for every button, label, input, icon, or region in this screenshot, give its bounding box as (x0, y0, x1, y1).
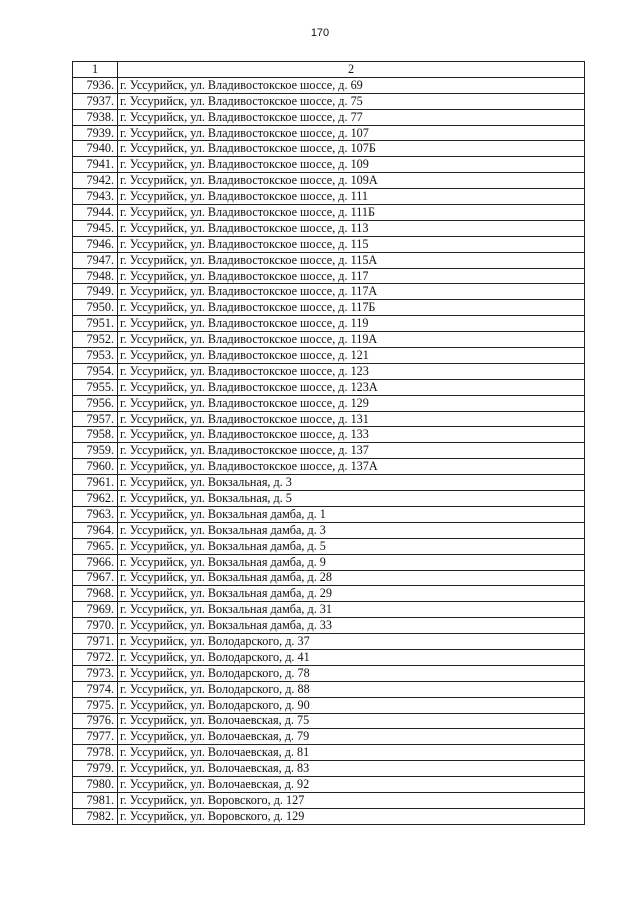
address-cell: г. Уссурийск, ул. Волочаевская, д. 79 (118, 729, 585, 745)
row-number-cell: 7967. (73, 570, 118, 586)
row-number-cell: 7952. (73, 332, 118, 348)
address-cell: г. Уссурийск, ул. Волочаевская, д. 75 (118, 713, 585, 729)
table-row (73, 395, 585, 411)
address-cell: г. Уссурийск, ул. Вокзальная дамба, д. 28 (118, 570, 585, 586)
row-number-cell: 7954. (73, 363, 118, 379)
table-row (73, 77, 585, 93)
row-number-cell: 7979. (73, 761, 118, 777)
table-row (73, 681, 585, 697)
row-number-cell: 7980. (73, 777, 118, 793)
row-number-cell: 7943. (73, 189, 118, 205)
column-header-address: 2 (118, 62, 585, 78)
address-cell: г. Уссурийск, ул. Владивостокское шоссе, д. 131 (118, 411, 585, 427)
table-row (73, 300, 585, 316)
address-cell: г. Уссурийск, ул. Володарского, д. 41 (118, 649, 585, 665)
table-row (73, 586, 585, 602)
address-cell: г. Уссурийск, ул. Владивостокское шоссе, д. 117 (118, 268, 585, 284)
address-cell: г. Уссурийск, ул. Владивостокское шоссе, д. 107Б (118, 141, 585, 157)
table-row (73, 713, 585, 729)
table-row (73, 729, 585, 745)
table-row (73, 252, 585, 268)
row-number-cell: 7965. (73, 538, 118, 554)
row-number-cell: 7953. (73, 348, 118, 364)
row-number-cell: 7968. (73, 586, 118, 602)
table-row (73, 459, 585, 475)
address-cell: г. Уссурийск, ул. Владивостокское шоссе, д. 109А (118, 173, 585, 189)
address-cell: г. Уссурийск, ул. Владивостокское шоссе, д. 121 (118, 348, 585, 364)
row-number-cell: 7951. (73, 316, 118, 332)
row-number-cell: 7972. (73, 649, 118, 665)
table-row (73, 697, 585, 713)
table-row (73, 602, 585, 618)
row-number-cell: 7969. (73, 602, 118, 618)
row-number-cell: 7964. (73, 522, 118, 538)
address-cell: г. Уссурийск, ул. Владивостокское шоссе, д. 123 (118, 363, 585, 379)
table-row (73, 634, 585, 650)
address-cell: г. Уссурийск, ул. Владивостокское шоссе, д. 119А (118, 332, 585, 348)
row-number-cell: 7941. (73, 157, 118, 173)
address-cell: г. Уссурийск, ул. Владивостокское шоссе, д. 113 (118, 220, 585, 236)
address-cell: г. Уссурийск, ул. Владивостокское шоссе, д. 69 (118, 77, 585, 93)
table-row (73, 236, 585, 252)
address-cell: г. Уссурийск, ул. Владивостокское шоссе, д. 115А (118, 252, 585, 268)
row-number-cell: 7977. (73, 729, 118, 745)
row-number-cell: 7974. (73, 681, 118, 697)
row-number-cell: 7978. (73, 745, 118, 761)
table-row (73, 268, 585, 284)
row-number-cell: 7963. (73, 506, 118, 522)
row-number-cell: 7939. (73, 125, 118, 141)
table-row (73, 220, 585, 236)
row-number-cell: 7948. (73, 268, 118, 284)
address-cell: г. Уссурийск, ул. Владивостокское шоссе, д. 77 (118, 109, 585, 125)
address-cell: г. Уссурийск, ул. Владивостокское шоссе, д. 117А (118, 284, 585, 300)
row-number-cell: 7938. (73, 109, 118, 125)
address-cell: г. Уссурийск, ул. Вокзальная дамба, д. 9 (118, 554, 585, 570)
table-row (73, 363, 585, 379)
row-number-cell: 7966. (73, 554, 118, 570)
table-row (73, 141, 585, 157)
address-cell: г. Уссурийск, ул. Вокзальная, д. 3 (118, 475, 585, 491)
table-row (73, 157, 585, 173)
table-row (73, 506, 585, 522)
address-cell: г. Уссурийск, ул. Вокзальная дамба, д. 3 (118, 522, 585, 538)
table-row (73, 792, 585, 808)
table-row (73, 125, 585, 141)
row-number-cell: 7947. (73, 252, 118, 268)
row-number-cell: 7973. (73, 665, 118, 681)
address-cell: г. Уссурийск, ул. Волочаевская, д. 81 (118, 745, 585, 761)
row-number-cell: 7975. (73, 697, 118, 713)
table-row (73, 379, 585, 395)
address-cell: г. Уссурийск, ул. Вокзальная дамба, д. 29 (118, 586, 585, 602)
row-number-cell: 7949. (73, 284, 118, 300)
row-number-cell: 7961. (73, 475, 118, 491)
row-number-cell: 7936. (73, 77, 118, 93)
address-cell: г. Уссурийск, ул. Володарского, д. 90 (118, 697, 585, 713)
address-cell: г. Уссурийск, ул. Володарского, д. 78 (118, 665, 585, 681)
page-number: 170 (310, 27, 330, 39)
address-cell: г. Уссурийск, ул. Владивостокское шоссе, д. 123А (118, 379, 585, 395)
column-header-number: 1 (73, 62, 118, 78)
table-row (73, 411, 585, 427)
table-row (73, 205, 585, 221)
address-cell: г. Уссурийск, ул. Владивостокское шоссе, д. 115 (118, 236, 585, 252)
table-row (73, 475, 585, 491)
address-cell: г. Уссурийск, ул. Владивостокское шоссе, д. 111 (118, 189, 585, 205)
table-body (73, 77, 585, 824)
table-row (73, 777, 585, 793)
table-row (73, 348, 585, 364)
address-cell: г. Уссурийск, ул. Владивостокское шоссе, д. 75 (118, 93, 585, 109)
table-row (73, 808, 585, 824)
address-cell: г. Уссурийск, ул. Володарского, д. 37 (118, 634, 585, 650)
table-row (73, 443, 585, 459)
row-number-cell: 7956. (73, 395, 118, 411)
row-number-cell: 7944. (73, 205, 118, 221)
address-cell: г. Уссурийск, ул. Вокзальная дамба, д. 31 (118, 602, 585, 618)
table-row (73, 522, 585, 538)
row-number-cell: 7942. (73, 173, 118, 189)
row-number-cell: 7971. (73, 634, 118, 650)
table-row (73, 427, 585, 443)
row-number-cell: 7945. (73, 220, 118, 236)
address-cell: г. Уссурийск, ул. Владивостокское шоссе, д. 133 (118, 427, 585, 443)
row-number-cell: 7970. (73, 618, 118, 634)
row-number-cell: 7957. (73, 411, 118, 427)
row-number-cell: 7946. (73, 236, 118, 252)
row-number-cell: 7958. (73, 427, 118, 443)
table-row (73, 649, 585, 665)
address-cell: г. Уссурийск, ул. Волочаевская, д. 92 (118, 777, 585, 793)
address-cell: г. Уссурийск, ул. Владивостокское шоссе, д. 107 (118, 125, 585, 141)
table-row (73, 316, 585, 332)
address-cell: г. Уссурийск, ул. Вокзальная дамба, д. 33 (118, 618, 585, 634)
row-number-cell: 7976. (73, 713, 118, 729)
address-cell: г. Уссурийск, ул. Вокзальная дамба, д. 1 (118, 506, 585, 522)
table-row (73, 618, 585, 634)
row-number-cell: 7940. (73, 141, 118, 157)
address-cell: г. Уссурийск, ул. Воровского, д. 127 (118, 792, 585, 808)
table-row (73, 745, 585, 761)
row-number-cell: 7962. (73, 491, 118, 507)
table-row (73, 109, 585, 125)
row-number-cell: 7959. (73, 443, 118, 459)
address-cell: г. Уссурийск, ул. Вокзальная, д. 5 (118, 491, 585, 507)
row-number-cell: 7981. (73, 792, 118, 808)
address-cell: г. Уссурийск, ул. Владивостокское шоссе, д. 119 (118, 316, 585, 332)
table-row (73, 189, 585, 205)
address-cell: г. Уссурийск, ул. Володарского, д. 88 (118, 681, 585, 697)
address-cell: г. Уссурийск, ул. Волочаевская, д. 83 (118, 761, 585, 777)
address-cell: г. Уссурийск, ул. Владивостокское шоссе, д. 111Б (118, 205, 585, 221)
table-header-row (73, 62, 585, 78)
table-row (73, 491, 585, 507)
table-row (73, 554, 585, 570)
row-number-cell: 7960. (73, 459, 118, 475)
table-row (73, 173, 585, 189)
address-cell: г. Уссурийск, ул. Владивостокское шоссе, д. 137 (118, 443, 585, 459)
address-cell: г. Уссурийск, ул. Вокзальная дамба, д. 5 (118, 538, 585, 554)
table-row (73, 761, 585, 777)
row-number-cell: 7950. (73, 300, 118, 316)
row-number-cell: 7955. (73, 379, 118, 395)
address-cell: г. Уссурийск, ул. Воровского, д. 129 (118, 808, 585, 824)
table-row (73, 570, 585, 586)
address-cell: г. Уссурийск, ул. Владивостокское шоссе, д. 137А (118, 459, 585, 475)
table-row (73, 665, 585, 681)
row-number-cell: 7937. (73, 93, 118, 109)
address-table (72, 61, 585, 825)
address-cell: г. Уссурийск, ул. Владивостокское шоссе, д. 129 (118, 395, 585, 411)
table-row (73, 538, 585, 554)
address-cell: г. Уссурийск, ул. Владивостокское шоссе, д. 109 (118, 157, 585, 173)
address-cell: г. Уссурийск, ул. Владивостокское шоссе, д. 117Б (118, 300, 585, 316)
row-number-cell: 7982. (73, 808, 118, 824)
table-row (73, 93, 585, 109)
table-row (73, 332, 585, 348)
table-row (73, 284, 585, 300)
